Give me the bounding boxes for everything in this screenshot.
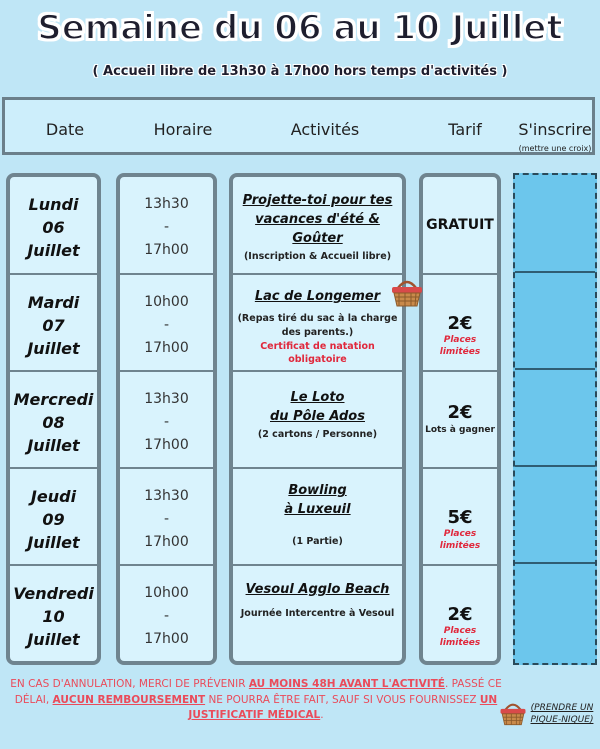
activity-cell: [233, 275, 402, 372]
notice-text: .: [320, 709, 324, 721]
time-separator: -: [163, 511, 170, 527]
date-cell: [10, 469, 97, 566]
end-time: 17h00: [144, 340, 189, 356]
activity-title: Projette-toi pour tes vacances d'été & Goûter: [242, 193, 393, 246]
activity-title: Lac de Longemer: [254, 289, 381, 304]
activity-subtitle: (1 Partie): [292, 536, 343, 547]
day-name: Vendredi: [13, 584, 94, 603]
signup-checkbox[interactable]: [515, 370, 595, 467]
date-cell: [10, 372, 97, 469]
day-name: Mercredi: [13, 390, 94, 409]
price-note: Lots à gagner: [425, 425, 495, 435]
activity-cell: [233, 372, 402, 469]
time-cell: [120, 566, 213, 665]
time-separator: -: [163, 414, 170, 430]
price: GRATUIT: [426, 217, 494, 233]
month-name: Juillet: [27, 630, 80, 649]
time-cell: [120, 469, 213, 566]
tarif-cell: [423, 177, 497, 275]
header-tarif: Tarif: [448, 120, 482, 139]
time-separator: -: [163, 317, 170, 333]
price-note: Places limitées: [439, 335, 481, 357]
activity-subtitle: (Inscription & Accueil libre): [243, 251, 392, 262]
end-time: 17h00: [144, 437, 189, 453]
start-time: 13h30: [144, 196, 189, 212]
signup-checkbox[interactable]: [515, 564, 595, 663]
activity-cell: [233, 469, 402, 566]
activity-cell: [233, 566, 402, 665]
start-time: 13h30: [144, 488, 189, 504]
header-activites: Activités: [290, 120, 360, 139]
day-number: 08: [42, 413, 65, 432]
month-name: Juillet: [27, 339, 80, 358]
notice-text: . PASSÉ CE DÉLAI,: [14, 678, 502, 706]
notice-emphasis: AUCUN REMBOURSEMENT: [52, 693, 206, 706]
start-time: 13h30: [144, 391, 189, 407]
month-name: Juillet: [27, 436, 80, 455]
header-date: Date: [45, 120, 85, 139]
time-cell: [120, 275, 213, 372]
day-number: 06: [42, 218, 65, 237]
notice-text: EN CAS D'ANNULATION, MERCI DE PRÉVENIR: [10, 678, 249, 690]
signup-checkbox[interactable]: [515, 467, 595, 564]
activity-title: Vesoul Agglo Beach: [245, 582, 390, 597]
time-cell: [120, 177, 213, 275]
tarif-cell: [423, 469, 497, 566]
picnic-basket-icon: [389, 276, 425, 308]
activity-title: du Pôle Ados: [270, 409, 365, 424]
start-time: 10h00: [144, 585, 189, 601]
date-cell: [10, 566, 97, 665]
month-name: Juillet: [27, 241, 80, 260]
tarif-cell: [423, 566, 497, 665]
cancellation-notice: [10, 677, 502, 724]
tarif-cell: [423, 275, 497, 372]
price: 2€: [447, 604, 473, 625]
price-note: Places limitées: [439, 626, 481, 648]
header-horaire: Horaire: [153, 120, 213, 139]
page-title: Semaine du 06 au 10 Juillet: [37, 8, 563, 48]
activity-title: à Luxeuil: [284, 502, 351, 517]
end-time: 17h00: [144, 631, 189, 647]
activity-cell: [233, 177, 402, 275]
month-name: Juillet: [27, 533, 80, 552]
day-name: Lundi: [28, 195, 79, 214]
activity-subtitle: (2 cartons / Personne): [257, 429, 378, 440]
price-note: Places limitées: [439, 529, 481, 551]
signup-checkbox[interactable]: [515, 273, 595, 370]
price: 5€: [447, 507, 473, 528]
day-number: 09: [42, 510, 65, 529]
date-cell: [10, 177, 97, 275]
signup-column: [513, 173, 597, 665]
signup-checkbox[interactable]: [515, 175, 595, 273]
activity-warning: Certificat de natation obligatoire: [260, 341, 375, 365]
header-inscrire: S'inscrire: [518, 120, 592, 139]
end-time: 17h00: [144, 242, 189, 258]
picnic-note: (PRENDRE UN PIQUE-NIQUE): [530, 703, 594, 725]
time-separator: -: [163, 608, 170, 624]
activity-subtitle: (Repas tiré du sac à la charge des parents.): [237, 313, 398, 338]
page-subtitle: ( Accueil libre de 13h30 à 17h00 hors temps d'activités ): [92, 64, 508, 79]
activity-title: Le Loto: [290, 390, 345, 405]
horaire-column: [116, 173, 217, 665]
picnic-basket-icon: [498, 699, 528, 727]
notice-emphasis: AU MOINS 48H AVANT L'ACTIVITÉ: [248, 678, 445, 690]
activity-subtitle: Journée Intercentre à Vesoul: [240, 608, 395, 619]
day-number: 07: [42, 316, 65, 335]
notice-text: NE POURRA ÊTRE FAIT, SAUF SI VOUS FOURNISSEZ: [205, 693, 480, 706]
table-header: [2, 97, 595, 155]
start-time: 10h00: [144, 294, 189, 310]
time-cell: [120, 372, 213, 469]
end-time: 17h00: [144, 534, 189, 550]
header-inscrire-note: (mettre une croix): [518, 144, 592, 153]
date-column: [6, 173, 101, 665]
tarif-column: [419, 173, 501, 665]
price: 2€: [447, 313, 473, 334]
time-separator: -: [163, 219, 170, 235]
date-cell: [10, 275, 97, 372]
activity-title: Bowling: [288, 483, 347, 498]
activites-column: [229, 173, 406, 665]
day-name: Mardi: [27, 293, 80, 312]
day-number: 10: [42, 607, 65, 626]
price: 2€: [447, 402, 473, 423]
day-name: Jeudi: [30, 487, 77, 506]
notice-emphasis: UN JUSTIFICATIF MÉDICAL: [188, 693, 498, 721]
tarif-cell: [423, 372, 497, 469]
